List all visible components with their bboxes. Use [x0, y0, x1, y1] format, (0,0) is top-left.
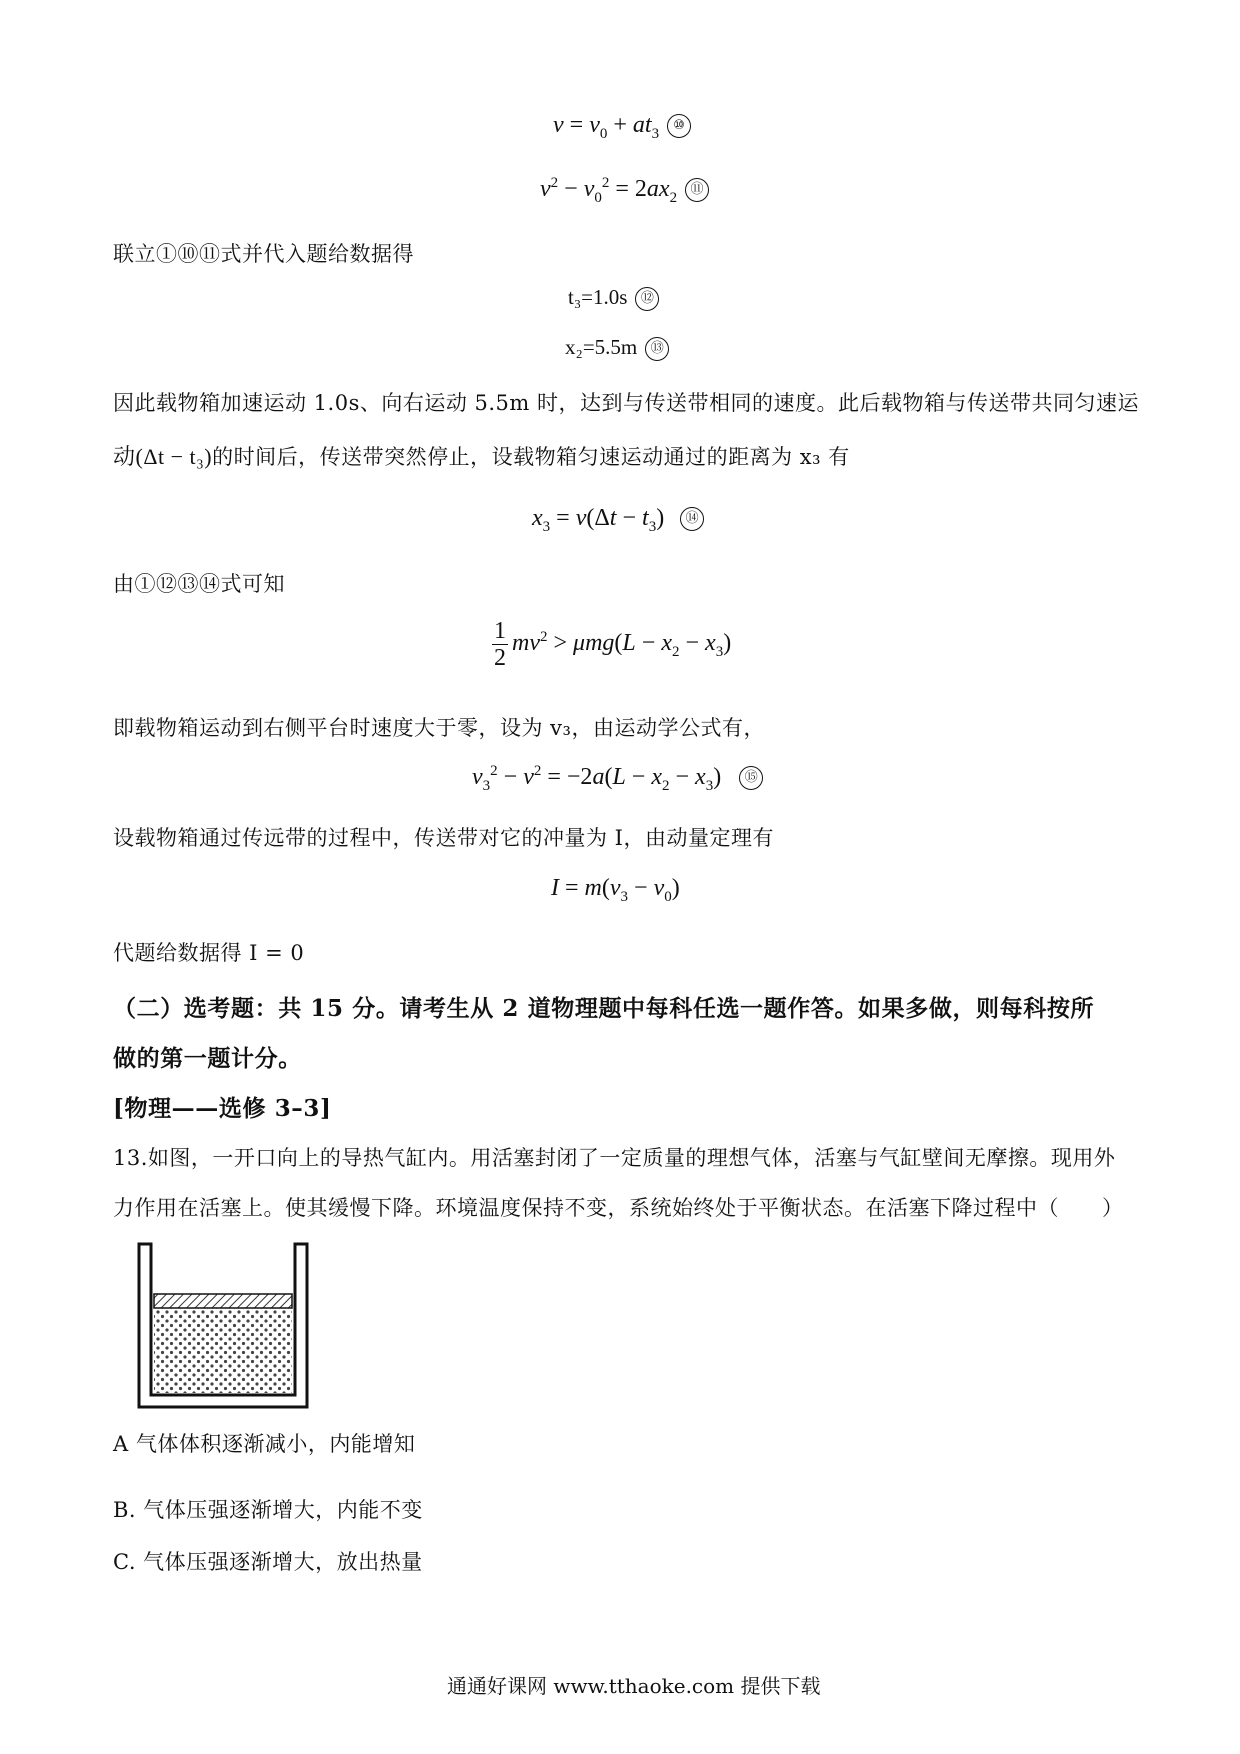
impulse-equation: $I = m(v_3 - v_0)$	[551, 875, 680, 905]
equation-13-text: x₂=5.5m	[565, 335, 638, 359]
inline-math: 动(Δt − t₃)	[113, 444, 213, 469]
question-line-2: 力作用在活塞上。使其缓慢下降。环境温度保持不变，系统始终处于平衡状态。在活塞下降过程中（ ）	[113, 1196, 1124, 1220]
equation-tag: ⑫	[635, 287, 659, 311]
equation-tag: ⑬	[645, 337, 669, 361]
equation-11: $v^2 - v_0^2 = 2ax_2$ ⑪	[540, 175, 709, 207]
paragraph-1: 联立①⑩⑪式并代入题给数据得	[113, 242, 414, 266]
gas-cylinder-figure	[133, 1242, 313, 1412]
equation-15: $v_3^2 - v^2 = -2a(L - x_2 - x_3)$ ⑮	[472, 763, 763, 795]
equation-10: $v = v_0 + at_3$ ⑩	[553, 112, 691, 143]
equation-tag: ⑭	[680, 507, 704, 531]
paragraph-2-line-1: 因此载物箱加速运动 1.0s、向右运动 5.5m 时，达到与传送带相同的速度。此后载物箱与传送带共同匀速运	[113, 391, 1140, 415]
piston	[154, 1294, 292, 1308]
page-footer: 通通好课网 www.tthaoke.com 提供下载	[447, 1674, 821, 1698]
option-c: C. 气体压强逐渐增大，放出热量	[113, 1550, 423, 1574]
equation-tag: ⑮	[739, 766, 763, 790]
paragraph-6: 代题给数据得 I = 0	[113, 941, 305, 965]
equation-tag: ⑪	[685, 178, 709, 202]
section-heading-line-2: 做的第一题计分。	[113, 1045, 302, 1072]
gas-region	[154, 1308, 292, 1393]
equation-13	[565, 335, 669, 361]
option-b: B. 气体压强逐渐增大，内能不变	[113, 1498, 423, 1522]
equation-12-text: t₃=1.0s	[568, 285, 628, 309]
paragraph-5: 设载物箱通过传远带的过程中，传送带对它的冲量为 I，由动量定理有	[113, 826, 774, 850]
equation-14: $x_3 = v(\Delta t - t_3)$ ⑭	[532, 505, 704, 536]
equation-tag: ⑩	[667, 114, 691, 138]
option-a: A 气体体积逐渐减小，内能增知	[113, 1432, 416, 1456]
paragraph-2-text: 的时间后，传送带突然停止，设载物箱匀速运动通过的距离为 x₃ 有	[212, 445, 850, 469]
paragraph-4: 即载物箱运动到右侧平台时速度大于零，设为 v₃，由运动学公式有，	[113, 716, 765, 740]
equation-12	[568, 285, 659, 311]
paragraph-2-line-2	[113, 440, 850, 471]
fraction-denominator: 2	[494, 645, 506, 671]
section-subheading: [物理——选修 3–3]	[113, 1095, 332, 1122]
paragraph-3: 由①⑫⑬⑭式可知	[113, 572, 285, 596]
fraction-numerator: 1	[494, 618, 506, 644]
fraction	[492, 618, 508, 671]
section-heading-line-1: （二）选考题：共 15 分。请考生从 2 道物理题中每科任选一题作答。如果多做，则每科按所	[113, 995, 1095, 1022]
question-line-1: 13.如图，一开口向上的导热气缸内。用活塞封闭了一定质量的理想气体，活塞与气缸壁间无摩擦。现用外	[113, 1146, 1116, 1170]
energy-inequality: $\frac{1}{2}$ $mv^2 > \mu mg(L - x_2 - x_3)$	[494, 618, 732, 671]
